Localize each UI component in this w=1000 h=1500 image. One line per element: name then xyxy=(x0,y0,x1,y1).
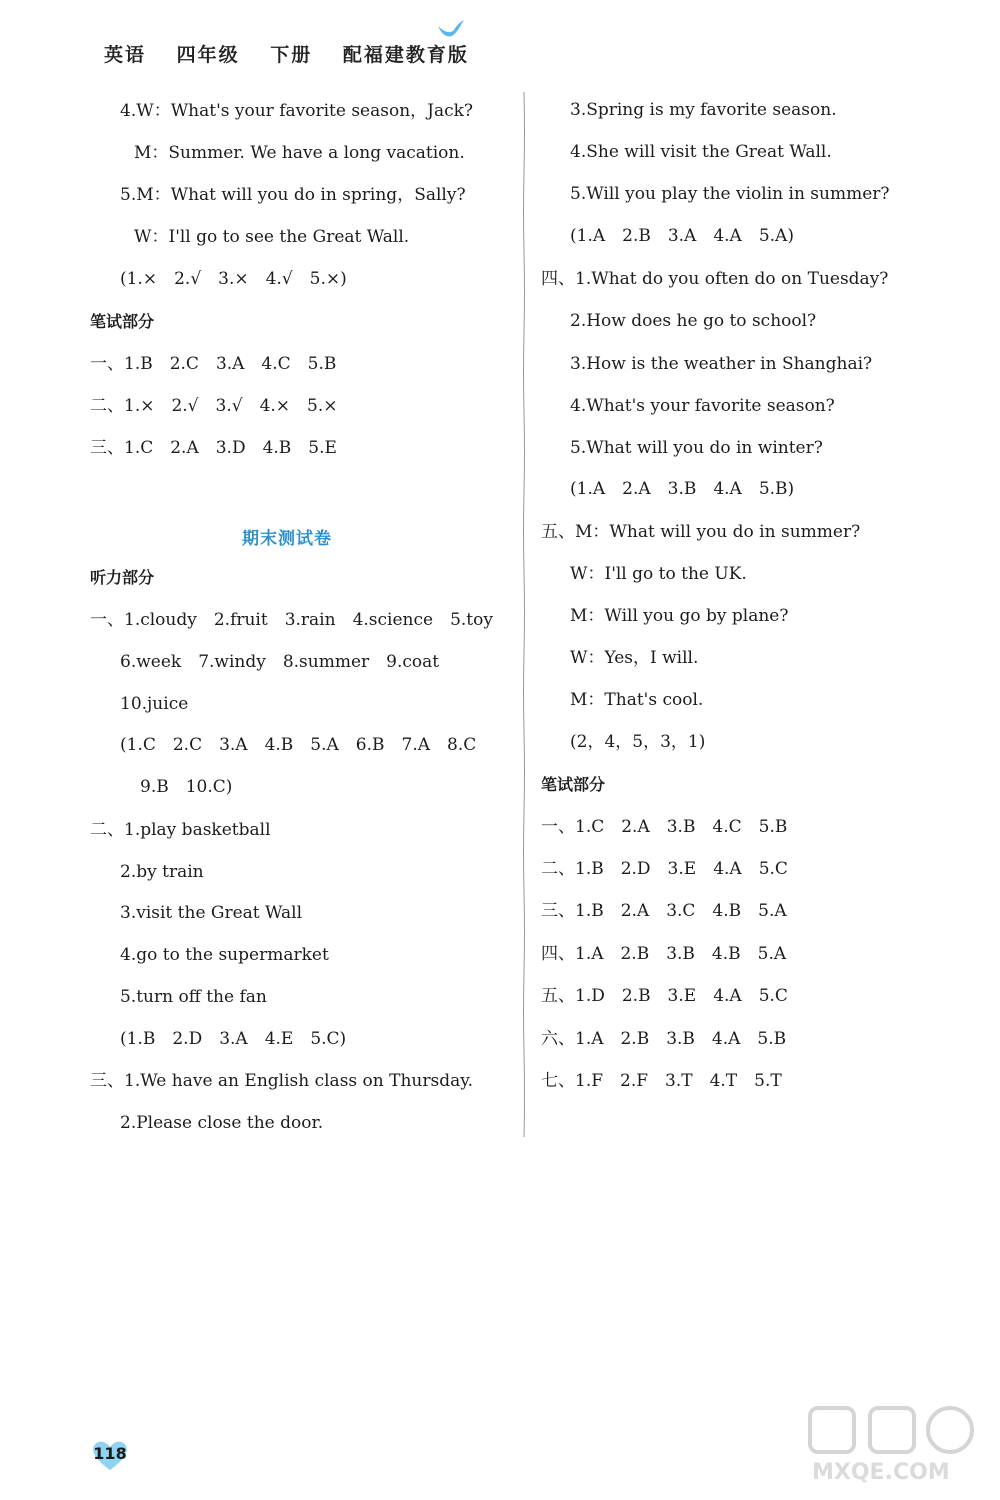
answer-line: (1.A 2.A 3.B 4.A 5.B) xyxy=(570,479,795,499)
answer-line: 三、1.B 2.A 3.C 4.B 5.A xyxy=(541,901,787,921)
answer-line: 5.M：What will you do in spring，Sally? xyxy=(120,185,466,205)
answer-line: 6.week 7.windy 8.summer 9.coat xyxy=(120,652,440,672)
section-title: 笔试部分 xyxy=(541,775,606,794)
answer-line: 9.B 10.C) xyxy=(140,777,233,797)
answer-line: 4.W：What's your favorite season，Jack? xyxy=(120,101,474,121)
answer-line: 3.Spring is my favorite season. xyxy=(570,100,837,120)
answer-line: 4.She will visit the Great Wall. xyxy=(570,142,832,162)
answer-line: (1.× 2.√ 3.× 4.√ 5.×) xyxy=(120,269,347,289)
answer-line: 4.go to the supermarket xyxy=(120,945,329,965)
answer-line: 四、1.What do you often do on Tuesday? xyxy=(541,269,889,289)
page-number-badge xyxy=(90,1438,130,1472)
answer-line: 二、1.× 2.√ 3.√ 4.× 5.× xyxy=(90,396,338,416)
exam-title: 期末测试卷 xyxy=(242,529,332,549)
answer-line: 三、1.We have an English class on Thursday. xyxy=(90,1071,473,1091)
header-subject: 英语 xyxy=(104,44,147,66)
page-number: 118 xyxy=(93,1444,127,1463)
site-watermark xyxy=(800,1398,990,1494)
answer-line: 五、1.D 2.B 3.E 4.A 5.C xyxy=(541,986,788,1006)
header-edition: 配福建教育版 xyxy=(342,44,469,66)
answer-line: 五、M：What will you do in summer? xyxy=(541,522,861,542)
answer-line: 一、1.C 2.A 3.B 4.C 5.B xyxy=(541,817,788,837)
answer-line: 一、1.B 2.C 3.A 4.C 5.B xyxy=(90,354,337,374)
answer-line: M：That's cool. xyxy=(570,690,704,710)
answer-line: 2.by train xyxy=(120,862,204,882)
answer-line: (1.A 2.B 3.A 4.A 5.A) xyxy=(570,226,794,246)
bird-icon xyxy=(436,18,466,40)
answer-line: W：Yes，I will. xyxy=(570,648,699,668)
answer-line: W：I'll go to the UK. xyxy=(570,564,747,584)
answer-line: (1.C 2.C 3.A 4.B 5.A 6.B 7.A 8.C xyxy=(120,735,477,755)
header-grade: 四年级 xyxy=(176,44,240,66)
answer-line: 二、1.B 2.D 3.E 4.A 5.C xyxy=(541,859,788,879)
section-title: 听力部分 xyxy=(90,568,155,587)
answer-line: (2，4，5，3，1) xyxy=(570,732,706,752)
answer-line: 2.Please close the door. xyxy=(120,1113,324,1133)
column-divider xyxy=(522,92,526,1137)
header-volume: 下册 xyxy=(270,44,313,66)
answer-line: 10.juice xyxy=(120,694,189,714)
answer-line: 4.What's your favorite season? xyxy=(570,396,835,416)
answer-line: 5.turn off the fan xyxy=(120,987,267,1007)
answer-line: (1.B 2.D 3.A 4.E 5.C) xyxy=(120,1029,347,1049)
watermark-text: MXQE.COM xyxy=(812,1460,950,1485)
answer-line: 2.How does he go to school? xyxy=(570,311,817,331)
answer-line: 3.How is the weather in Shanghai? xyxy=(570,354,873,374)
answer-line: W：I'll go to see the Great Wall. xyxy=(134,227,410,247)
section-title: 笔试部分 xyxy=(90,312,155,331)
answer-line: M：Will you go by plane? xyxy=(570,606,789,626)
answer-line: 四、1.A 2.B 3.B 4.B 5.A xyxy=(541,944,787,964)
watermark-logo-icon xyxy=(800,1398,990,1458)
page-header xyxy=(104,40,491,67)
answer-line: 六、1.A 2.B 3.B 4.A 5.B xyxy=(541,1029,787,1049)
answer-line: 三、1.C 2.A 3.D 4.B 5.E xyxy=(90,438,337,458)
answer-line: 七、1.F 2.F 3.T 4.T 5.T xyxy=(541,1071,782,1091)
answer-line: 二、1.play basketball xyxy=(90,820,271,840)
answer-line: 一、1.cloudy 2.fruit 3.rain 4.science 5.toy xyxy=(90,610,493,630)
answer-line: 5.What will you do in winter? xyxy=(570,438,823,458)
answer-line: M：Summer. We have a long vacation. xyxy=(134,143,465,163)
answer-line: 5.Will you play the violin in summer? xyxy=(570,184,890,204)
answer-line: 3.visit the Great Wall xyxy=(120,903,303,923)
